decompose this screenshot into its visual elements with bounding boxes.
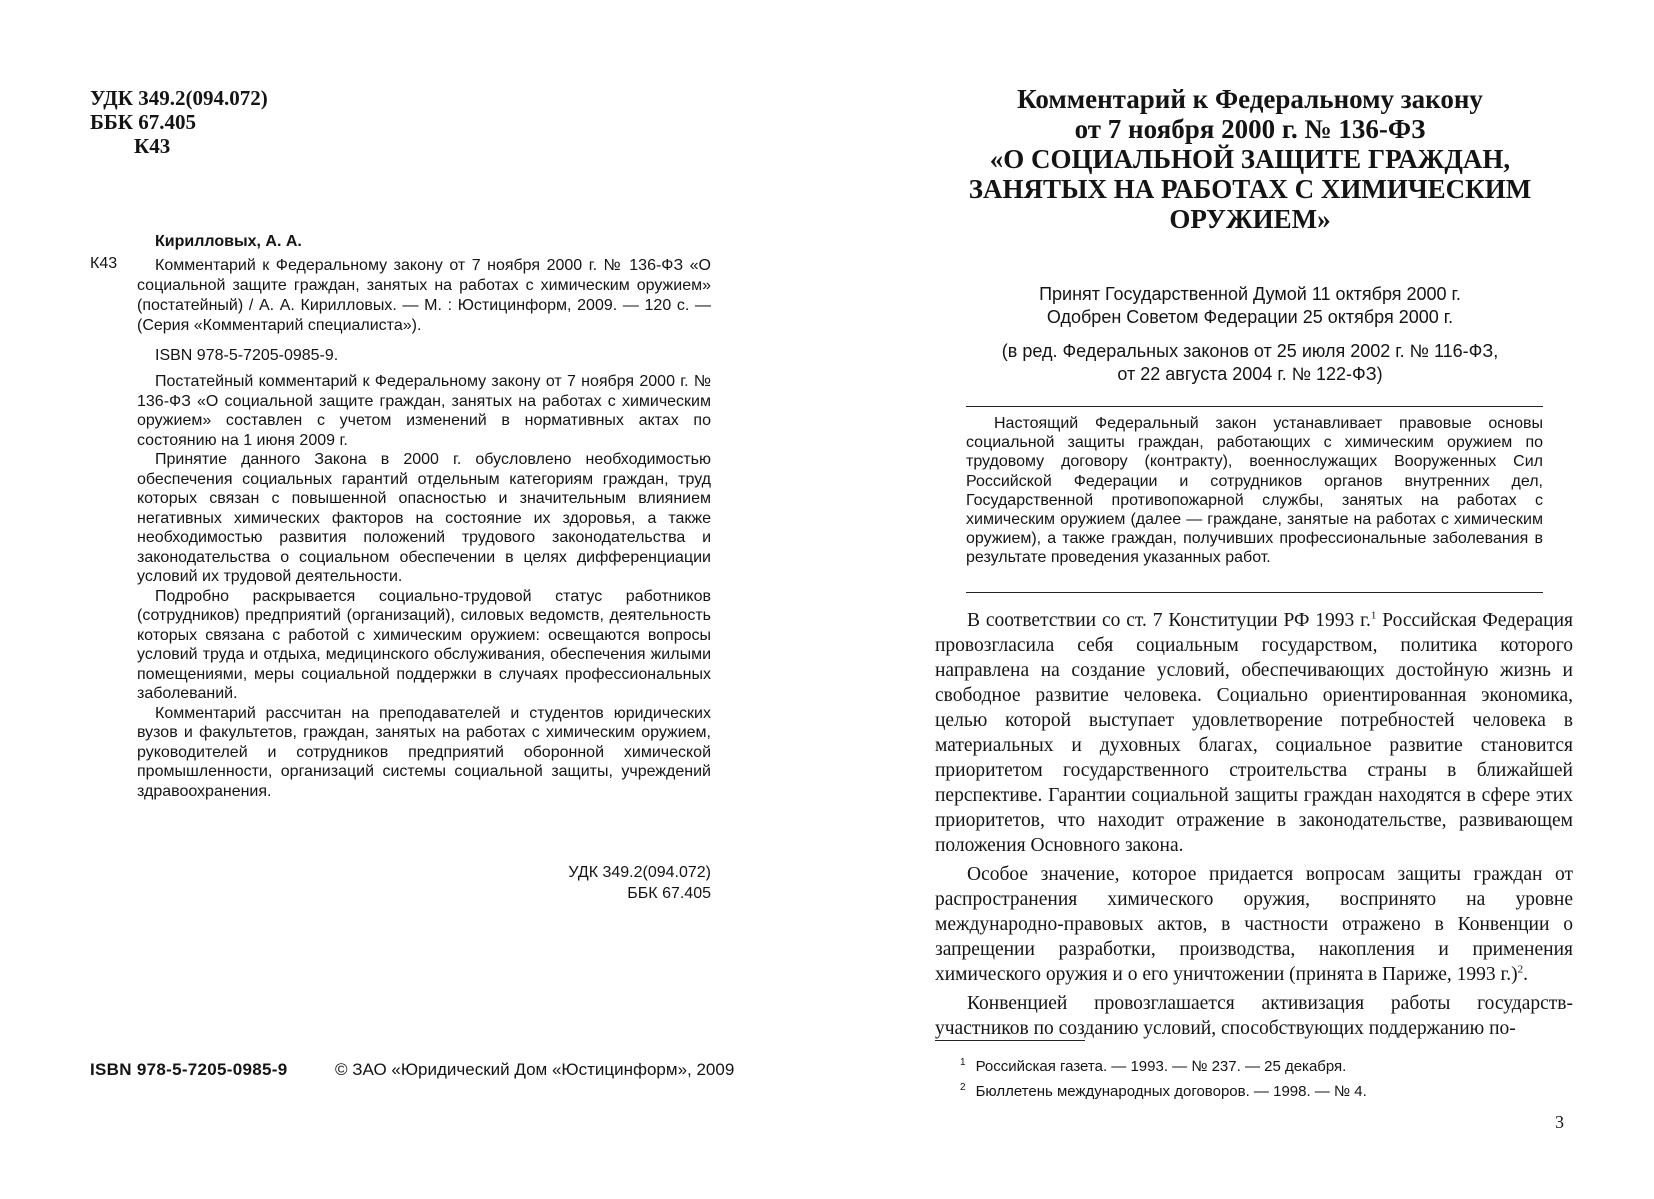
bibliographic-record bbox=[137, 256, 711, 336]
footnotes bbox=[960, 1052, 1550, 1102]
title-line: от 7 ноября 2000 г. № 136-ФЗ bbox=[1074, 114, 1426, 144]
isbn-footer: ISBN 978-5-7205-0985-9 bbox=[90, 1060, 288, 1079]
bbk-code: ББК 67.405 bbox=[90, 110, 196, 134]
author-mark: К43 bbox=[134, 134, 171, 158]
law-title bbox=[940, 84, 1560, 234]
preamble-rule-top bbox=[966, 406, 1543, 407]
paragraph-text: В соответствии со ст. 7 Конституции РФ 1993 г. bbox=[967, 610, 1371, 631]
footnote bbox=[960, 1052, 1550, 1077]
adopted-by-duma: Принят Государственной Думой 11 октября 2000 г. bbox=[1039, 284, 1461, 304]
bbk-code-bottom: ББК 67.405 bbox=[627, 885, 711, 902]
amendments-note bbox=[960, 340, 1540, 386]
paragraph-text: Российская Федерация провозгласила себя социальным государством, политика которого направлена на создание условий, обеспечивающих достойную жизнь и свободное развитие человека. Социально ориентированная экономика, целью которой выступает удовлетворение потребностей человека в материальных и духовных благах, социальное развитие становится приоритетом государственного строительства страны в ближайшей перспективе. Гарантии социальной защиты граждан находятся в сфере этих приоритетов, что находит отражение в законодательстве, развивающем положения Основного закона. bbox=[935, 610, 1573, 856]
preamble-text: Настоящий Федеральный закон устанавливает правовые основы социальной защиты граждан, работающих с химическим оружием по трудовому договору (контракту), военнослужащих Вооруженных Сил Российской Федерации и сотрудников органов внутренних дел, Государственной противопожарной службы, занятых на работах с химическим оружием (далее — граждане, занятые на работах с химическим оружием), а также граждан, получивших профессиональные заболевания в результате проведения указанных работ. bbox=[966, 415, 1543, 567]
body-paragraph: Конвенцией провозглашается активизация работы государств-участников по созданию условий, способствующих поддержанию по- bbox=[935, 993, 1573, 1039]
paragraph-text: . bbox=[1523, 964, 1529, 985]
footnote-separator bbox=[935, 1040, 1085, 1041]
amendments-line: (в ред. Федеральных законов от 25 июля 2002 г. № 116-ФЗ, bbox=[1001, 341, 1499, 361]
annotation bbox=[137, 372, 711, 801]
footnote-ref[interactable]: 1 bbox=[1370, 609, 1377, 622]
paragraph-text: Особое значение, которое придается вопросам защиты граждан от распространения химического оружия, воспринято на уровне международно-правовых актов, в частности отражено в Конвенции о запрещении разработки, производства, накопления и применения химического оружия и о его уничтожении (принята в Париже, 1993 г.) bbox=[935, 864, 1573, 985]
footnote bbox=[960, 1077, 1550, 1102]
title-line: ЗАНЯТЫХ НА РАБОТАХ С ХИМИЧЕСКИМ bbox=[968, 174, 1532, 204]
title-line: ОРУЖИЕМ» bbox=[1169, 204, 1331, 234]
isbn-line: ISBN 978-5-7205-0985-9. bbox=[155, 347, 339, 364]
approved-by-council: Одобрен Советом Федерации 25 октября 2000 г. bbox=[1046, 307, 1454, 327]
footnote-ref[interactable]: 2 bbox=[1517, 963, 1524, 976]
annotation-paragraph: Постатейный комментарий к Федеральному закону от 7 ноября 2000 г. № 136-ФЗ «О социальной защите граждан, занятых на работах с химическим оружием» составлен с учетом изменений в нормативных актах по состоянию на 1 июня 2009 г. bbox=[137, 373, 711, 449]
title-line: «О СОЦИАЛЬНОЙ ЗАЩИТЕ ГРАЖДАН, bbox=[989, 144, 1511, 174]
udc-code: УДК 349.2(094.072) bbox=[90, 86, 268, 110]
body-paragraph bbox=[935, 608, 1573, 858]
annotation-paragraph: Подробно раскрывается социально-трудовой статус работников (сотрудников) предприятий (организаций), силовых ведомств, деятельность которых связана с работой с химическим оружием: освещаются вопросы условий труда и отдыха, медицинского обслуживания, обеспечения жилыми помещениями, меры социальной поддержки в случаях профессиональных заболеваний. bbox=[137, 587, 711, 702]
adoption-info bbox=[960, 283, 1540, 329]
udc-bbk-bottom bbox=[500, 862, 711, 904]
title-line: Комментарий к Федеральному закону bbox=[1017, 84, 1483, 114]
page-number: 3 bbox=[1555, 1112, 1564, 1132]
footnote-text: Бюллетень международных договоров. — 1998. — № 4. bbox=[975, 1083, 1367, 1100]
margin-author-mark: К43 bbox=[90, 255, 118, 272]
bibliographic-description: Комментарий к Федеральному закону от 7 ноября 2000 г. № 136-ФЗ «О социальной защите граждан, занятых на работах с химическим оружием» (постатейный) / А. А. Кирилловых. — М. : Юстицинформ, 2009. — 120 с. — (Серия «Комментарий специалиста»). bbox=[137, 257, 711, 334]
udc-code-bottom: УДК 349.2(094.072) bbox=[568, 864, 711, 881]
annotation-paragraph: Принятие данного Закона в 2000 г. обусловлено необходимостью обеспечения социальных гарантий отдельным категориям граждан, труд которых связан с повышенной опасностью и значительным влиянием негативных химических факторов на состояние их здоровья, а также необходимостью развития положений трудового законодательства и законодательства о социальном обеспечении в целях дифференциации условий их трудовой деятельности. bbox=[137, 451, 711, 585]
footnote-number: 2 bbox=[960, 1082, 966, 1093]
preamble-rule-bottom bbox=[966, 592, 1543, 593]
body-paragraph bbox=[935, 862, 1573, 987]
copyright-notice: © ЗАО «Юридический Дом «Юстицинформ», 2009 bbox=[335, 1060, 735, 1079]
udc-bbk-block bbox=[90, 86, 268, 158]
author-name: Кирилловых, А. А. bbox=[155, 233, 302, 250]
amendments-line: от 22 августа 2004 г. № 122-ФЗ) bbox=[1117, 364, 1383, 384]
annotation-paragraph: Комментарий рассчитан на преподавателей и студентов юридических вузов и факультетов, граждан, занятых на работах с химическим оружием, руководителей и сотрудников предприятий оборонной химической промышленности, организаций системы социальной защиты, учреждений здравоохранения. bbox=[137, 704, 711, 800]
footnote-number: 1 bbox=[960, 1057, 966, 1068]
footnote-text: Российская газета. — 1993. — № 237. — 25 декабря. bbox=[975, 1058, 1347, 1075]
commentary-body bbox=[935, 608, 1573, 1045]
law-preamble bbox=[966, 414, 1543, 568]
